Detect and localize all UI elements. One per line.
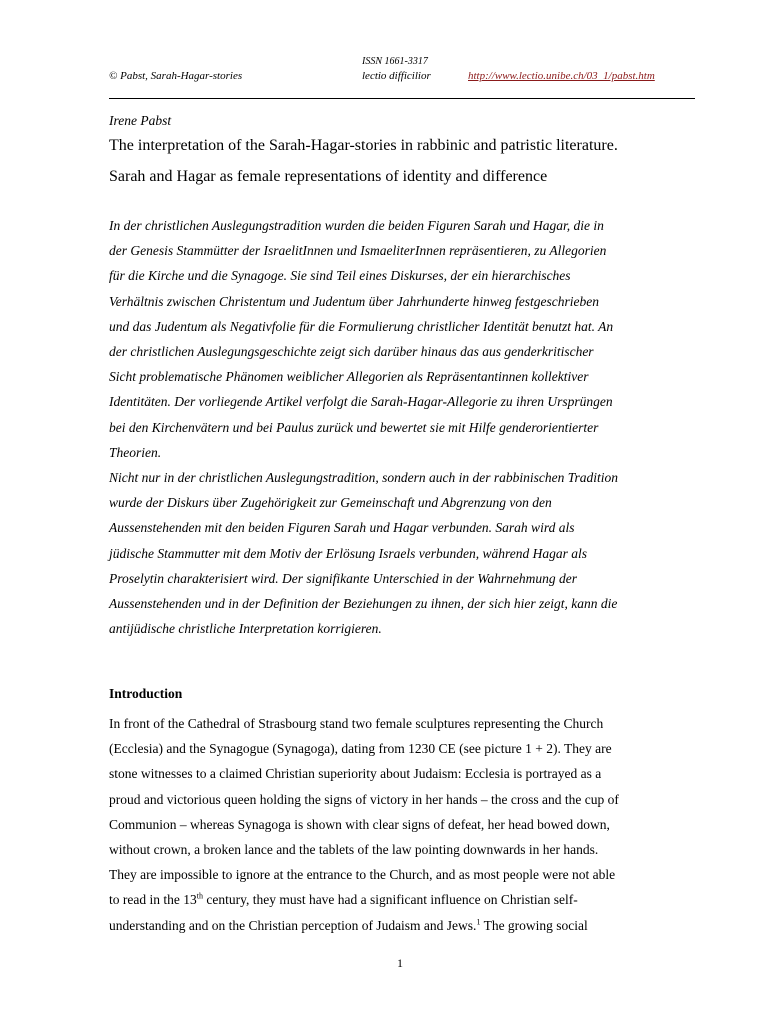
abstract [109,213,699,641]
abstract-line: jüdische Stammutter mit dem Motiv der Erlösung Israels verbunden, während Hagar als [109,545,587,561]
body-line: stone witnesses to a claimed Christian superiority about Judaism: Ecclesia is portrayed as a [109,766,602,782]
abstract-line: Verhältnis zwischen Christentum und Judentum über Jahrhunderte hinweg festgeschrieben [109,293,599,309]
abstract-line: für die Kirche und die Synagoge. Sie sind Teil eines Diskurses, der ein hierarchisches [109,268,571,284]
superscript-ordinal: th [196,891,203,901]
abstract-line: antijüdische christliche Interpretation korrigieren. [109,621,382,637]
body-line: proud and victorious queen holding the signs of victory in her hands – the cross and the cup of [109,791,619,807]
journal-name: lectio difficilior [362,70,431,82]
abstract-line: und das Judentum als Negativfolie für die Formulierung christlicher Identität benutzt hat. An [109,318,614,334]
introduction-body [109,711,699,938]
footnote-reference[interactable]: 1 [476,917,481,927]
body-line: They are impossible to ignore at the entrance to the Church, and as most people were not able [109,867,616,883]
abstract-line: der christlichen Auslegungsgeschichte zeigt sich darüber hinaus das aus genderkritischer [109,344,594,360]
body-line [109,913,699,938]
abstract-line: wurde der Diskurs über Zugehörigkeit zur Gemeinschaft und Abgrenzung von den [109,495,552,511]
body-line: without crown, a broken lance and the tablets of the law pointing downwards in her hands. [109,842,599,858]
abstract-line: Aussenstehenden und in der Definition der Beziehungen zu ihnen, der sich hier zeigt, kann die [109,596,618,612]
body-text: to read in the 13 [109,892,197,908]
article-title: The interpretation of the Sarah-Hagar-stories in rabbinic and patristic literature. [109,137,618,154]
section-heading-introduction: Introduction [109,686,183,701]
abstract-line: In der christlichen Auslegungstradition wurden die beiden Figuren Sarah und Hagar, die in [109,218,604,233]
author-name: Irene Pabst [109,113,172,128]
abstract-line: Sicht problematische Phänomen weiblicher Allegorien als Repräsentantinnen kollektiver [109,369,589,385]
abstract-line: bei den Kirchenvätern und bei Paulus zurück und bewertet sie mit Hilfe genderorientierter [109,419,599,435]
issn-label: ISSN 1661-3317 [362,56,428,67]
page-number: 1 [397,956,403,970]
abstract-line: der Genesis Stammütter der IsraelitInnen und IsmaeliterInnen repräsentieren, zu Allegorien [109,243,607,259]
body-line: Communion – whereas Synagoga is shown with clear signs of defeat, her head bowed down, [109,816,610,832]
body-text: The growing social [480,917,588,933]
body-line: (Ecclesia) and the Synagogue (Synagoga), dating from 1230 CE (see picture 1 + 2). They are [109,741,612,757]
abstract-line: Proselytin charakterisiert wird. Der signifikante Unterschied in der Wahrnehmung der [109,570,577,586]
body-text: understanding and on the Christian perception of Judaism and Jews. [109,917,477,933]
article-subtitle: Sarah and Hagar as female representations of identity and difference [109,168,548,185]
article-url-link[interactable]: http://www.lectio.unibe.ch/03_1/pabst.htm [468,70,655,82]
running-header-author: © Pabst, Sarah-Hagar-stories [109,70,243,82]
abstract-line: Theorien. [109,444,162,460]
body-line [109,887,699,912]
abstract-line: Identitäten. Der vorliegende Artikel verfolgt die Sarah-Hagar-Allegorie zu ihren Ursprüngen [109,394,613,410]
body-line: In front of the Cathedral of Strasbourg stand two female sculptures representing the Church [109,716,604,731]
header-divider [109,98,695,99]
abstract-line: Aussenstehenden mit den beiden Figuren Sarah und Hagar verbunden. Sarah wird als [109,520,575,536]
abstract-line: Nicht nur in der christlichen Auslegungstradition, sondern auch in der rabbinischen Tradition [109,470,618,486]
body-text: century, they must have had a significant influence on Christian self- [202,892,578,908]
